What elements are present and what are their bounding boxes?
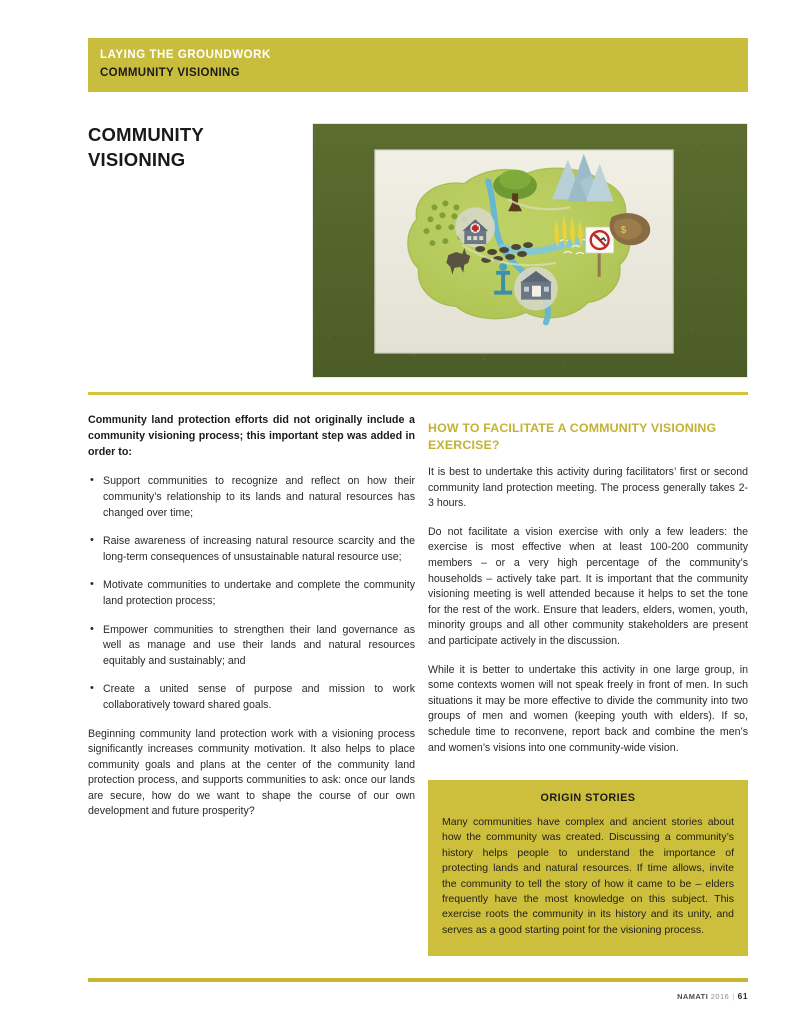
- closing-paragraph: Beginning community land protection work with a visioning process significantly increases community motivation. It also helps to place community goals and plans at the center of the community land protection process, and supports communities to ask: once our lands are secure, how do we want to shape the course of our own development and future prosperity?: [88, 727, 415, 818]
- page-footer: [677, 991, 748, 1001]
- list-item: • Create a united sense of purpose and mission to work collaboratively toward shared goals.: [88, 682, 415, 713]
- footer-year: 2016: [708, 992, 730, 1001]
- divider-rule-top: [88, 392, 748, 395]
- footer-page-number: 61: [737, 991, 748, 1001]
- divider-rule-bottom: [88, 978, 748, 982]
- school-building-icon: [514, 267, 558, 311]
- footer-separator: |: [732, 992, 735, 1001]
- header-chapter-label: COMMUNITY VISIONING: [100, 67, 240, 79]
- lead-paragraph: Community land protection efforts did not originally include a community visioning process; this important step was added in order to:: [88, 414, 415, 458]
- running-header-band: [88, 38, 748, 92]
- header-section-label: LAYING THE GROUNDWORK: [100, 49, 271, 61]
- list-item: • Empower communities to strengthen their land governance as well as manage and use their lands and natural resources equitably and sustainably; and: [88, 623, 415, 670]
- community-map-illustration: [313, 124, 747, 377]
- body-paragraph: While it is better to undertake this activity in one large group, in some contexts women will not speak freely in front of men. In such situations it may be more effective to divide the community into two groups of men and women (keeping youth with elders). If so, schedule time to reconvene, report back and combine the men’s and women’s visions into one community-wide vision.: [428, 663, 748, 754]
- svg-text:$: $: [620, 225, 627, 237]
- body-paragraph: It is best to undertake this activity during facilitators’ first or second community land protection meeting. The process generally takes 2-3 hours.: [428, 466, 748, 510]
- callout-body: Many communities have complex and ancient stories about how the community was created. Discussing a community’s history helps people to understand the importance of protecting lands and natural resources. If time allows, invite the community to tell the story of how it came to be – elders frequently have the most knowledge on this subject. This exercise roots the community in its history and its unity, and serves as a good starting point for the visioning process.: [442, 816, 734, 936]
- footer-brand: NAMATI: [677, 992, 709, 1001]
- list-item: • Raise awareness of increasing natural resource scarcity and the long-term consequences of unsustainable natural resource use;: [88, 534, 415, 565]
- health-clinic-icon: [455, 207, 495, 247]
- callout-title: ORIGIN STORIES: [540, 792, 636, 804]
- left-column: [88, 413, 415, 820]
- list-item: • Support communities to recognize and reflect on how their community’s relationship to its lands and natural resources has changed over time;: [88, 474, 415, 521]
- section-heading: HOW TO FACILITATE A COMMUNITY VISIONING EXERCISE?: [428, 421, 717, 452]
- page-title: COMMUNITY VISIONING: [88, 124, 204, 170]
- community-map-photo: [312, 123, 748, 378]
- reasons-bullet-list: [88, 474, 415, 713]
- right-column: [428, 420, 748, 769]
- list-item: • Motivate communities to undertake and complete the community land protection process;: [88, 578, 415, 609]
- origin-stories-callout: [428, 780, 748, 956]
- body-paragraph: Do not facilitate a vision exercise with only a few leaders: the exercise is most effective when at least 100-200 community members – or a very high percentage of the community’s households – actively take part. It is important that the community visioning meeting is well attended because it helps to set the tone for the rest of the work. Ensure that leaders, elders, women, youth, minority groups and all other community stakeholders are present and participate actively in the discussion.: [428, 525, 748, 647]
